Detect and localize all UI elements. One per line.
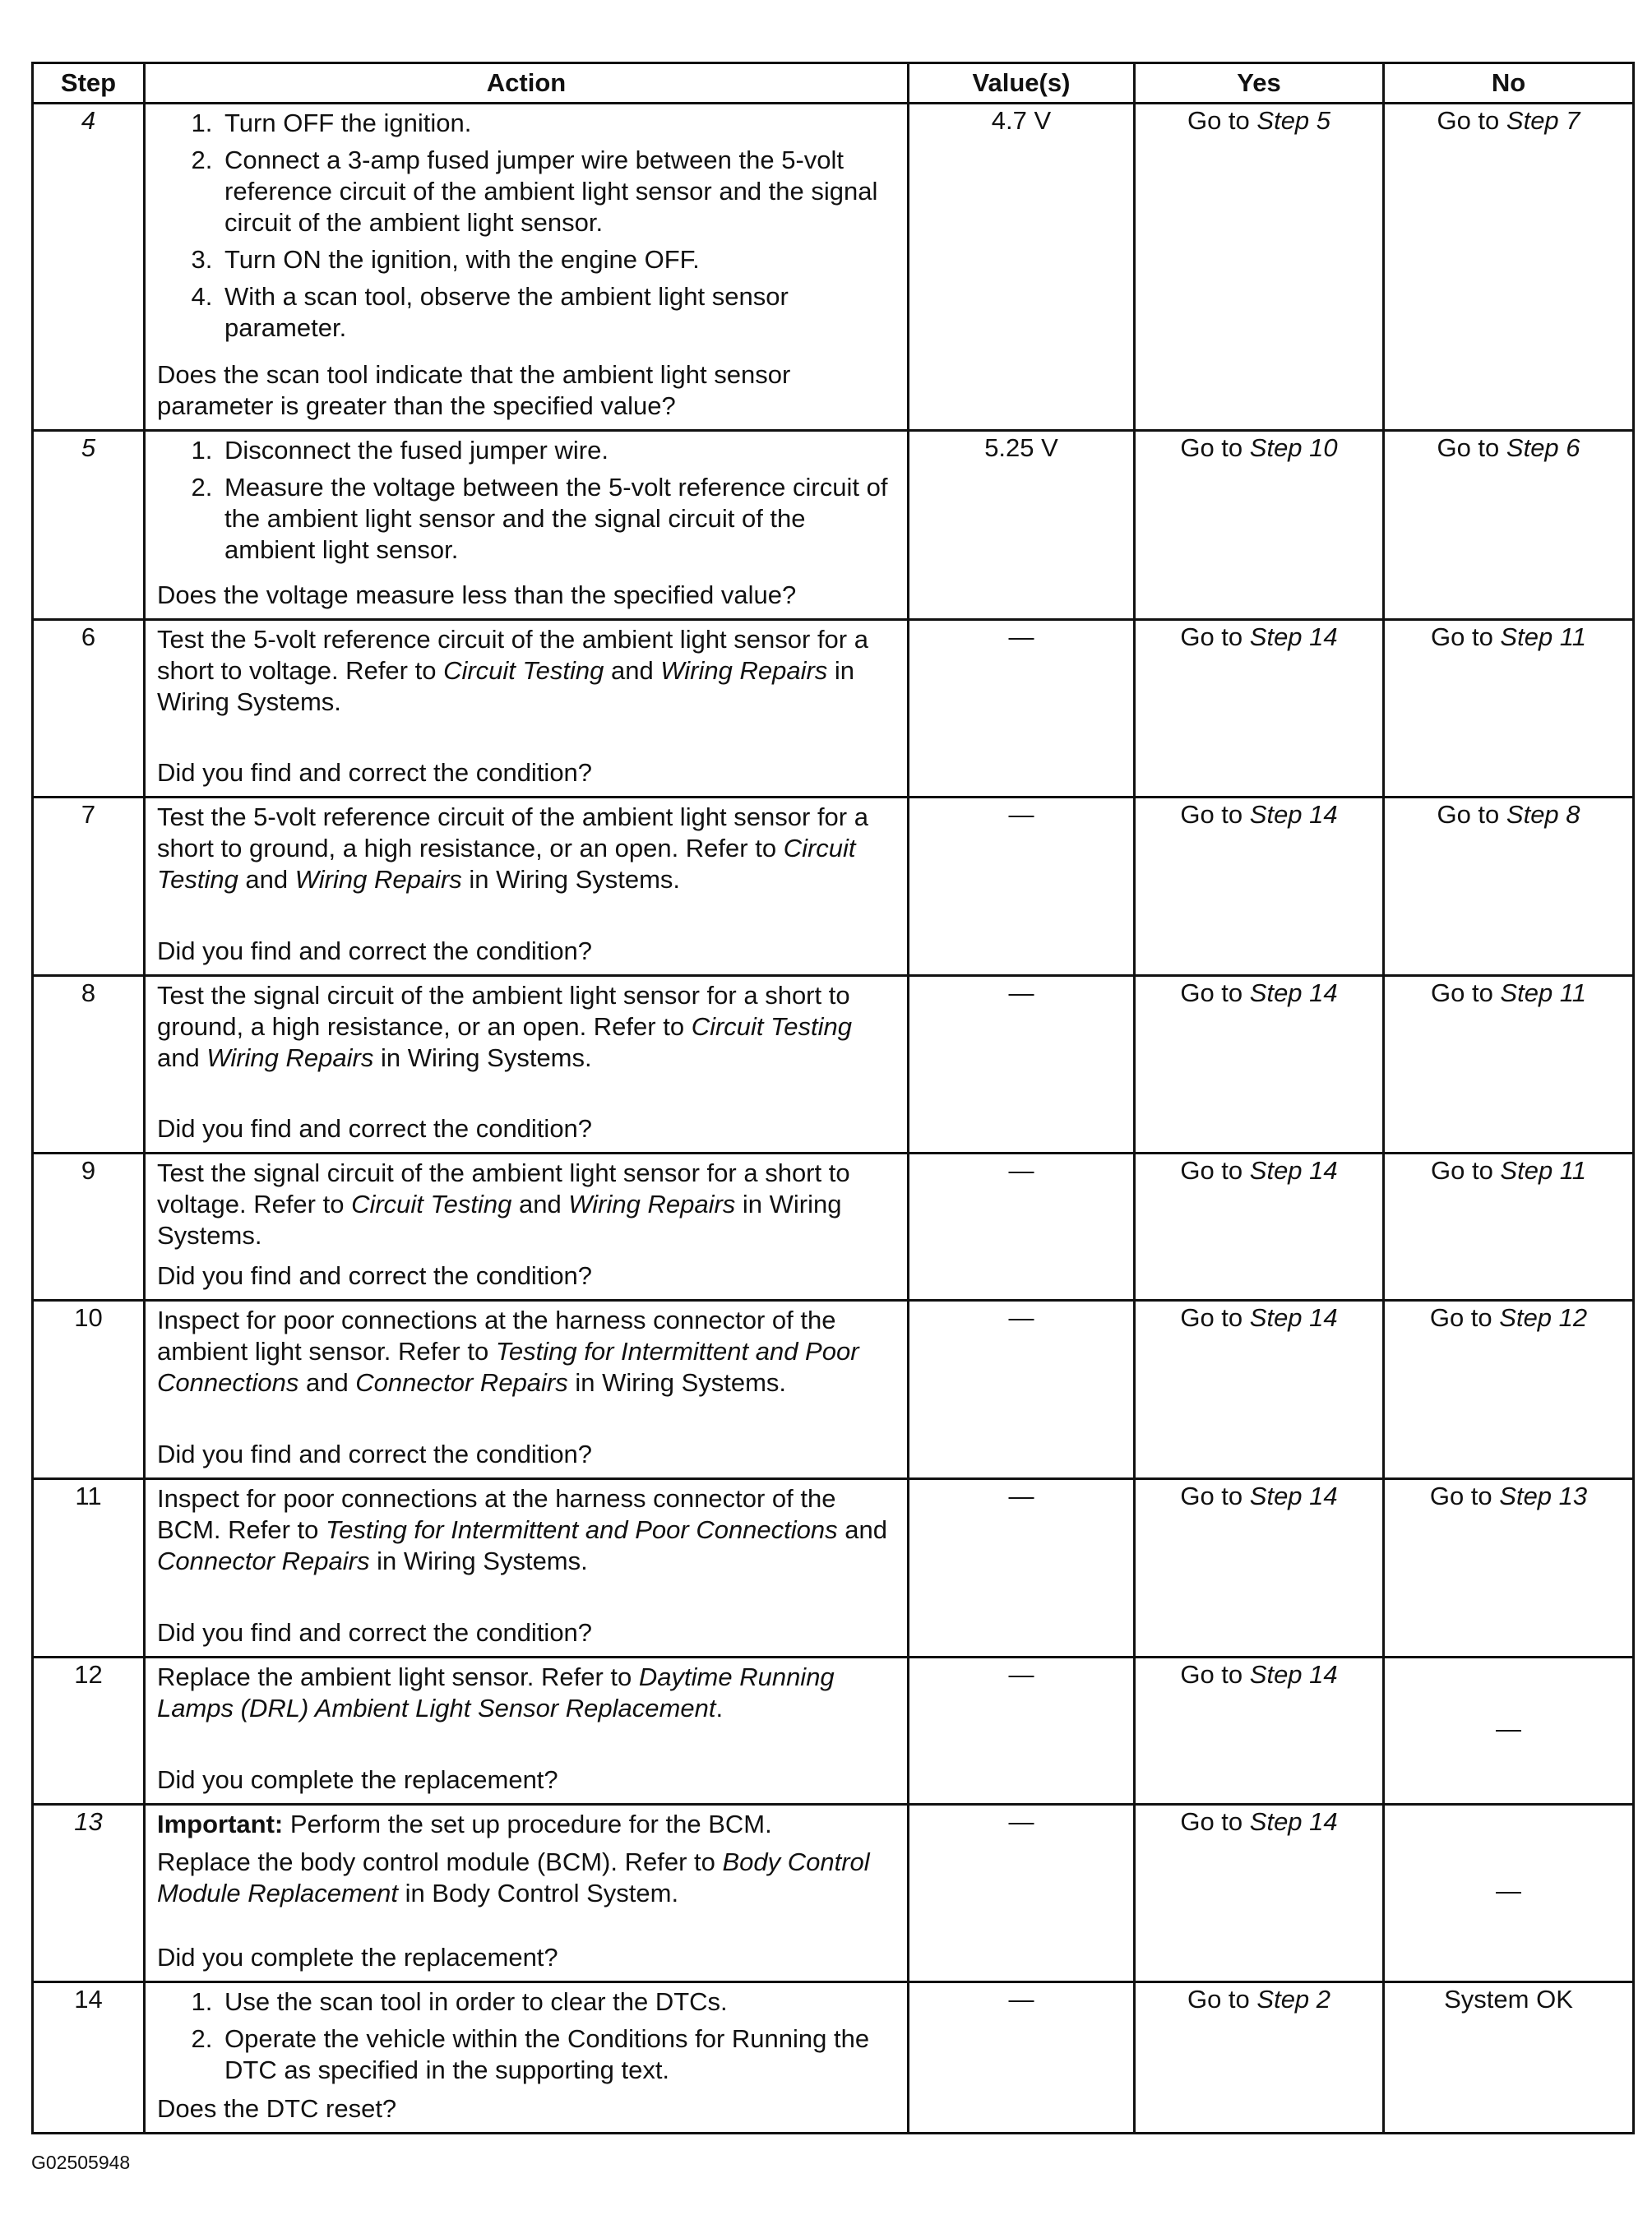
yes-goto-prefix: Go to: [1180, 1156, 1250, 1185]
yes-cell: [1135, 431, 1384, 620]
action-question: Did you find and correct the condition?: [157, 936, 593, 965]
no-cell: [1384, 1805, 1634, 1982]
yes-goto-step: Step 2: [1256, 1985, 1331, 2014]
yes-goto-prefix: Go to: [1180, 433, 1250, 462]
yes-goto-prefix: Go to: [1187, 106, 1257, 135]
action-question: Did you find and correct the condition?: [157, 758, 593, 787]
value-cell: —: [909, 620, 1135, 798]
yes-cell: [1135, 620, 1384, 798]
action-question: Did you find and correct the condition?: [157, 1261, 593, 1290]
action-question: Does the voltage measure less than the specified value?: [157, 580, 797, 609]
action-step: 4. With a scan tool, observe the ambient light sensor parameter.: [220, 281, 899, 344]
no-goto-prefix: Go to: [1429, 1303, 1500, 1332]
yes-cell: [1135, 1154, 1384, 1301]
action-cell: [145, 1154, 909, 1301]
action-cell: [145, 104, 909, 431]
yes-goto-step: Step 14: [1249, 1303, 1338, 1332]
yes-goto-step: Step 10: [1249, 433, 1338, 462]
step-number: 9: [33, 1154, 145, 1301]
yes-goto-prefix: Go to: [1187, 1985, 1257, 2014]
yes-goto-prefix: Go to: [1180, 1303, 1250, 1332]
no-goto-prefix: System OK: [1444, 1985, 1573, 2014]
table-row: [33, 104, 1634, 431]
action-step: 2. Measure the voltage between the 5-volt reference circuit of the ambient light sensor and the signal circuit of the ambient light sensor.: [220, 472, 899, 566]
action-text: Test the signal circuit of the ambient light sensor for a short to voltage. Refer to Circuit Testing and Wiring Repairs in Wiring Systems.: [157, 1158, 850, 1250]
table-row: [33, 620, 1634, 798]
yes-goto-prefix: Go to: [1180, 622, 1250, 651]
table-row: [33, 798, 1634, 976]
action-text: Inspect for poor connections at the harness connector of the BCM. Refer to Testing for Intermittent and Poor Connections and Connector Repairs in Wiring Systems.: [157, 1484, 887, 1575]
step-number: 12: [33, 1658, 145, 1805]
header-row: [33, 63, 1634, 104]
step-number: 13: [33, 1805, 145, 1982]
no-cell: [1384, 104, 1634, 431]
yes-cell: [1135, 1982, 1384, 2134]
no-goto-prefix: Go to: [1429, 1482, 1500, 1510]
header-no: No: [1384, 63, 1634, 104]
action-cell: [145, 620, 909, 798]
value-cell: —: [909, 1154, 1135, 1301]
value-cell: —: [909, 1479, 1135, 1658]
header-values: Value(s): [909, 63, 1135, 104]
action-text: Important: Perform the set up procedure for the BCM. Replace the body control module (BCM). Refer to Body Control Module Replacement in Body Control System.: [157, 1810, 870, 1907]
action-text: Test the signal circuit of the ambient light sensor for a short to ground, a high resistance, or an open. Refer to Circuit Testing and Wiring Repairs in Wiring Systems.: [157, 981, 852, 1072]
value-cell: —: [909, 1982, 1135, 2134]
action-cell: [145, 976, 909, 1154]
no-cell: [1384, 1658, 1634, 1805]
table-row: [33, 1982, 1634, 2134]
no-goto-step: Step 8: [1506, 800, 1580, 829]
table-row: [33, 1479, 1634, 1658]
no-goto-prefix: Go to: [1437, 106, 1506, 135]
figure-id: G02505948: [31, 2152, 131, 2173]
no-goto-step: Step 11: [1500, 622, 1586, 651]
no-cell: [1384, 620, 1634, 798]
action-cell: [145, 1805, 909, 1982]
step-number: 5: [33, 431, 145, 620]
table-row: [33, 1805, 1634, 1982]
diagnostic-table: [31, 62, 1635, 2134]
action-step: 3. Turn ON the ignition, with the engine OFF.: [220, 244, 899, 275]
action-step: 2. Operate the vehicle within the Conditions for Running the DTC as specified in the supporting text.: [220, 2023, 899, 2086]
action-steps-list: [157, 108, 899, 344]
no-goto-step: Step 11: [1500, 1156, 1586, 1185]
step-number: 11: [33, 1479, 145, 1658]
no-goto-prefix: Go to: [1430, 622, 1501, 651]
value-cell: —: [909, 798, 1135, 976]
no-goto-prefix: —: [1496, 1876, 1521, 1905]
value-cell: —: [909, 1658, 1135, 1805]
value-cell: 5.25 V: [909, 431, 1135, 620]
no-cell: [1384, 1982, 1634, 2134]
value-cell: —: [909, 1805, 1135, 1982]
no-goto-step: Step 13: [1499, 1482, 1588, 1510]
table-body: [33, 104, 1634, 2134]
yes-goto-step: Step 14: [1249, 800, 1338, 829]
action-cell: [145, 1301, 909, 1479]
yes-goto-prefix: Go to: [1180, 978, 1250, 1007]
action-question: Did you find and correct the condition?: [157, 1618, 593, 1647]
action-cell: [145, 1982, 909, 2134]
action-cell: [145, 798, 909, 976]
action-text: Inspect for poor connections at the harness connector of the ambient light sensor. Refer to Testing for Intermittent and Poor Connections and Connector Repairs in Wiring Systems.: [157, 1306, 859, 1397]
yes-goto-step: Step 14: [1249, 1660, 1338, 1689]
action-text: Test the 5-volt reference circuit of the ambient light sensor for a short to voltage. Refer to Circuit Testing and Wiring Repairs in Wiring Systems.: [157, 625, 868, 716]
yes-cell: [1135, 104, 1384, 431]
yes-goto-step: Step 14: [1249, 978, 1338, 1007]
no-goto-prefix: —: [1496, 1713, 1521, 1743]
yes-cell: [1135, 1805, 1384, 1982]
no-goto-prefix: Go to: [1430, 1156, 1501, 1185]
action-question: Did you complete the replacement?: [157, 1943, 558, 1972]
value-cell: —: [909, 1301, 1135, 1479]
yes-cell: [1135, 798, 1384, 976]
action-question: Does the scan tool indicate that the ambient light sensor parameter is greater than the specified value?: [157, 360, 791, 420]
action-question: Did you complete the replacement?: [157, 1765, 558, 1794]
action-step: 1. Turn OFF the ignition.: [220, 108, 899, 139]
action-cell: [145, 431, 909, 620]
step-number: 14: [33, 1982, 145, 2134]
yes-goto-step: Step 14: [1249, 1156, 1338, 1185]
action-question: Did you find and correct the condition?: [157, 1114, 593, 1143]
yes-goto-step: Step 14: [1249, 622, 1338, 651]
action-steps-list: [157, 1986, 899, 2086]
action-step: 1. Disconnect the fused jumper wire.: [220, 435, 899, 466]
step-number: 4: [33, 104, 145, 431]
header-action: Action: [145, 63, 909, 104]
action-cell: [145, 1479, 909, 1658]
yes-goto-prefix: Go to: [1180, 800, 1250, 829]
value-cell: —: [909, 976, 1135, 1154]
table-row: [33, 1154, 1634, 1301]
no-cell: [1384, 798, 1634, 976]
action-step: 1. Use the scan tool in order to clear the DTCs.: [220, 1986, 899, 2018]
no-goto-prefix: Go to: [1437, 433, 1506, 462]
action-text: Replace the ambient light sensor. Refer to Daytime Running Lamps (DRL) Ambient Light Sensor Replacement.: [157, 1662, 835, 1723]
yes-cell: [1135, 1301, 1384, 1479]
yes-cell: [1135, 1658, 1384, 1805]
no-goto-prefix: Go to: [1430, 978, 1501, 1007]
action-cell: [145, 1658, 909, 1805]
no-goto-step: Step 6: [1506, 433, 1580, 462]
no-cell: [1384, 1154, 1634, 1301]
step-number: 10: [33, 1301, 145, 1479]
action-question: Did you find and correct the condition?: [157, 1440, 593, 1468]
yes-goto-prefix: Go to: [1180, 1482, 1250, 1510]
table-row: [33, 431, 1634, 620]
no-cell: [1384, 1301, 1634, 1479]
no-goto-prefix: Go to: [1437, 800, 1506, 829]
table-row: [33, 976, 1634, 1154]
yes-goto-step: Step 5: [1256, 106, 1331, 135]
yes-goto-prefix: Go to: [1180, 1807, 1250, 1836]
no-goto-step: Step 11: [1500, 978, 1586, 1007]
yes-goto-prefix: Go to: [1180, 1660, 1250, 1689]
yes-cell: [1135, 976, 1384, 1154]
no-goto-step: Step 7: [1506, 106, 1580, 135]
yes-cell: [1135, 1479, 1384, 1658]
table-row: [33, 1658, 1634, 1805]
action-question: Does the DTC reset?: [157, 2094, 397, 2123]
no-cell: [1384, 1479, 1634, 1658]
yes-goto-step: Step 14: [1249, 1807, 1338, 1836]
action-step: 2. Connect a 3-amp fused jumper wire between the 5-volt reference circuit of the ambient light sensor and the signal circuit of the ambient light sensor.: [220, 145, 899, 238]
no-cell: [1384, 431, 1634, 620]
no-goto-step: Step 12: [1499, 1303, 1588, 1332]
value-cell: 4.7 V: [909, 104, 1135, 431]
yes-goto-step: Step 14: [1249, 1482, 1338, 1510]
table-row: [33, 1301, 1634, 1479]
step-number: 8: [33, 976, 145, 1154]
action-steps-list: [157, 435, 899, 566]
no-cell: [1384, 976, 1634, 1154]
header-step: Step: [33, 63, 145, 104]
step-number: 6: [33, 620, 145, 798]
header-yes: Yes: [1135, 63, 1384, 104]
action-text: Test the 5-volt reference circuit of the ambient light sensor for a short to ground, a high resistance, or an open. Refer to Circuit Testing and Wiring Repairs in Wiring Systems.: [157, 802, 868, 894]
step-number: 7: [33, 798, 145, 976]
